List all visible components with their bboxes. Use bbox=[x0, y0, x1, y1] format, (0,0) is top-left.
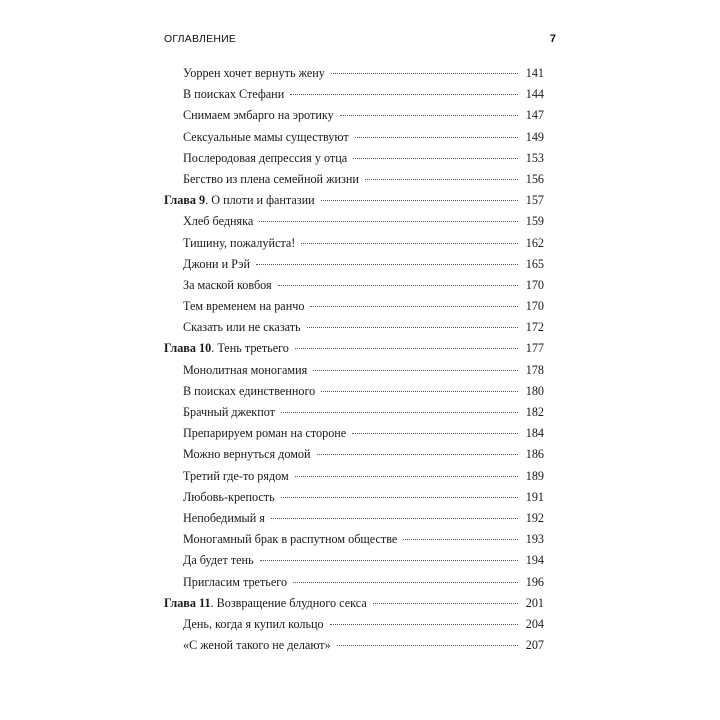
toc-section-entry bbox=[164, 84, 544, 105]
toc-entry-page: 165 bbox=[525, 256, 544, 271]
toc-entry-page: 204 bbox=[525, 616, 544, 631]
dot-leader bbox=[352, 432, 518, 434]
toc-entry-title bbox=[164, 190, 315, 211]
toc-entry-title: День, когда я купил кольцо bbox=[183, 616, 324, 631]
toc-section-entry bbox=[164, 127, 544, 148]
toc-section-entry bbox=[164, 63, 544, 84]
dot-leader bbox=[307, 326, 518, 328]
toc-entry-title bbox=[164, 338, 289, 359]
dot-leader bbox=[281, 496, 518, 498]
toc-entry-page: 178 bbox=[525, 362, 544, 377]
dot-leader bbox=[290, 93, 518, 95]
toc-section-entry bbox=[164, 360, 544, 381]
dot-leader bbox=[317, 453, 518, 455]
chapter-title: . Тень третьего bbox=[211, 341, 289, 356]
toc-entry-title: Хлеб бедняка bbox=[183, 214, 254, 229]
toc-section-entry bbox=[164, 508, 544, 529]
dot-leader bbox=[281, 411, 518, 413]
toc-entry-title: Уоррен хочет вернуть жену bbox=[183, 66, 325, 80]
toc-entry-page: 144 bbox=[525, 87, 544, 102]
chapter-label: Глава 11 bbox=[164, 595, 211, 610]
toc-section-entry bbox=[164, 614, 544, 635]
toc-entry-page: 170 bbox=[525, 277, 544, 292]
toc-entry-page: 184 bbox=[525, 426, 544, 441]
chapter-label: Глава 9 bbox=[164, 193, 206, 208]
page-header bbox=[164, 33, 556, 45]
toc-entry-page: 156 bbox=[525, 171, 544, 186]
page-number: 7 bbox=[549, 33, 556, 45]
toc-section-entry bbox=[164, 233, 544, 254]
toc-entry-page: 147 bbox=[525, 108, 544, 123]
toc-entry-title: Любовь-крепость bbox=[183, 489, 275, 504]
toc-entry-title: Препарируем роман на стороне bbox=[183, 426, 347, 441]
toc-entry-title: Сексуальные мамы существуют bbox=[183, 129, 349, 144]
toc-entry-title: Пригласим третьего bbox=[183, 574, 288, 589]
dot-leader bbox=[295, 475, 518, 477]
toc-entry-title: Тишину, пожалуйста! bbox=[183, 235, 296, 250]
toc-entry-title: В поисках Стефани bbox=[183, 87, 285, 102]
toc-entry-page: 141 bbox=[525, 66, 544, 80]
toc-entry-title: Непобедимый я bbox=[183, 510, 265, 525]
chapter-title: . О плоти и фантазии bbox=[205, 193, 315, 208]
dot-leader bbox=[353, 157, 518, 159]
dot-leader bbox=[256, 263, 518, 265]
toc-entry-title: Сказать или не сказать bbox=[183, 320, 301, 335]
toc-section-entry bbox=[164, 275, 544, 296]
toc-entry-title: За маской ковбоя bbox=[183, 277, 272, 292]
toc-section-entry bbox=[164, 296, 544, 317]
toc-section-entry bbox=[164, 487, 544, 508]
toc-entry-page: 180 bbox=[525, 383, 544, 398]
toc-entry-title: Третий где-то рядом bbox=[183, 468, 289, 483]
toc-entry-page: 186 bbox=[525, 447, 544, 462]
toc-entry-title: Монолитная моногамия bbox=[183, 362, 308, 377]
toc-entry-page: 170 bbox=[525, 299, 544, 314]
toc-section-entry bbox=[164, 402, 544, 423]
dot-leader bbox=[365, 178, 518, 180]
chapter-title: . Возвращение блудного секса bbox=[210, 595, 367, 610]
toc-entry-page: 207 bbox=[525, 638, 544, 653]
dot-leader bbox=[330, 623, 518, 625]
toc-section-entry bbox=[164, 466, 544, 487]
toc-entry-page: 196 bbox=[525, 574, 544, 589]
dot-leader bbox=[331, 72, 518, 74]
toc-entry-title: Брачный джекпот bbox=[183, 405, 275, 419]
toc-entry-title: Да будет тень bbox=[183, 553, 254, 568]
running-title: ОГЛАВЛЕНИЕ bbox=[164, 33, 237, 45]
toc-entry-page: 201 bbox=[525, 595, 544, 610]
toc-entry-title: Можно вернуться домой bbox=[183, 447, 311, 462]
dot-leader bbox=[259, 220, 518, 222]
dot-leader bbox=[373, 602, 518, 604]
toc-entry-page: 177 bbox=[525, 341, 544, 356]
toc-entry-page: 189 bbox=[525, 468, 544, 483]
toc-chapter-entry bbox=[164, 593, 544, 614]
toc-entry-title: Тем временем на ранчо bbox=[183, 299, 305, 314]
toc-entry-title: В поисках единственного bbox=[183, 383, 316, 398]
toc-entry-title bbox=[164, 593, 367, 614]
toc-entry-title: Послеродовая депрессия у отца bbox=[183, 150, 348, 165]
toc-entry-page: 157 bbox=[525, 193, 544, 208]
toc-entry-title: Бегство из плена семейной жизни bbox=[183, 171, 359, 186]
toc-entry-page: 182 bbox=[525, 405, 544, 419]
dot-leader bbox=[403, 538, 518, 540]
dot-leader bbox=[355, 136, 518, 138]
toc-entry-page: 149 bbox=[525, 129, 544, 144]
toc-entry-title: Моногамный брак в распутном обществе bbox=[183, 532, 398, 547]
toc-section-entry bbox=[164, 317, 544, 338]
dot-leader bbox=[271, 517, 518, 519]
toc-section-entry bbox=[164, 423, 544, 444]
toc-section-entry bbox=[164, 254, 544, 275]
dot-leader bbox=[310, 305, 518, 307]
toc-section-entry bbox=[164, 381, 544, 402]
toc-entry-title: Джони и Рэй bbox=[183, 256, 251, 271]
toc-section-entry bbox=[164, 635, 544, 656]
toc-section-entry bbox=[164, 529, 544, 550]
toc-entry-page: 191 bbox=[525, 489, 544, 504]
toc-entry-page: 159 bbox=[525, 214, 544, 229]
dot-leader bbox=[301, 242, 518, 244]
table-of-contents bbox=[164, 63, 544, 656]
dot-leader bbox=[260, 559, 518, 561]
dot-leader bbox=[313, 369, 518, 371]
toc-entry-page: 172 bbox=[525, 320, 544, 335]
dot-leader bbox=[278, 284, 518, 286]
toc-entry-page: 193 bbox=[525, 532, 544, 547]
toc-section-entry bbox=[164, 572, 544, 593]
toc-chapter-entry bbox=[164, 338, 544, 359]
toc-chapter-entry bbox=[164, 190, 544, 211]
toc-section-entry bbox=[164, 105, 544, 126]
dot-leader bbox=[321, 199, 518, 201]
dot-leader bbox=[337, 644, 518, 646]
toc-entry-page: 153 bbox=[525, 150, 544, 165]
toc-section-entry bbox=[164, 211, 544, 232]
dot-leader bbox=[340, 114, 518, 116]
toc-entry-page: 194 bbox=[525, 553, 544, 568]
dot-leader bbox=[293, 581, 518, 583]
toc-entry-title: Снимаем эмбарго на эротику bbox=[183, 108, 334, 123]
dot-leader bbox=[321, 390, 518, 392]
toc-entry-page: 162 bbox=[525, 235, 544, 250]
toc-entry-page: 192 bbox=[525, 510, 544, 525]
toc-section-entry bbox=[164, 148, 544, 169]
toc-section-entry bbox=[164, 444, 544, 465]
dot-leader bbox=[295, 347, 518, 349]
toc-section-entry bbox=[164, 169, 544, 190]
toc-entry-title: «С женой такого не делают» bbox=[183, 638, 331, 653]
chapter-label: Глава 10 bbox=[164, 341, 212, 356]
toc-section-entry bbox=[164, 550, 544, 571]
